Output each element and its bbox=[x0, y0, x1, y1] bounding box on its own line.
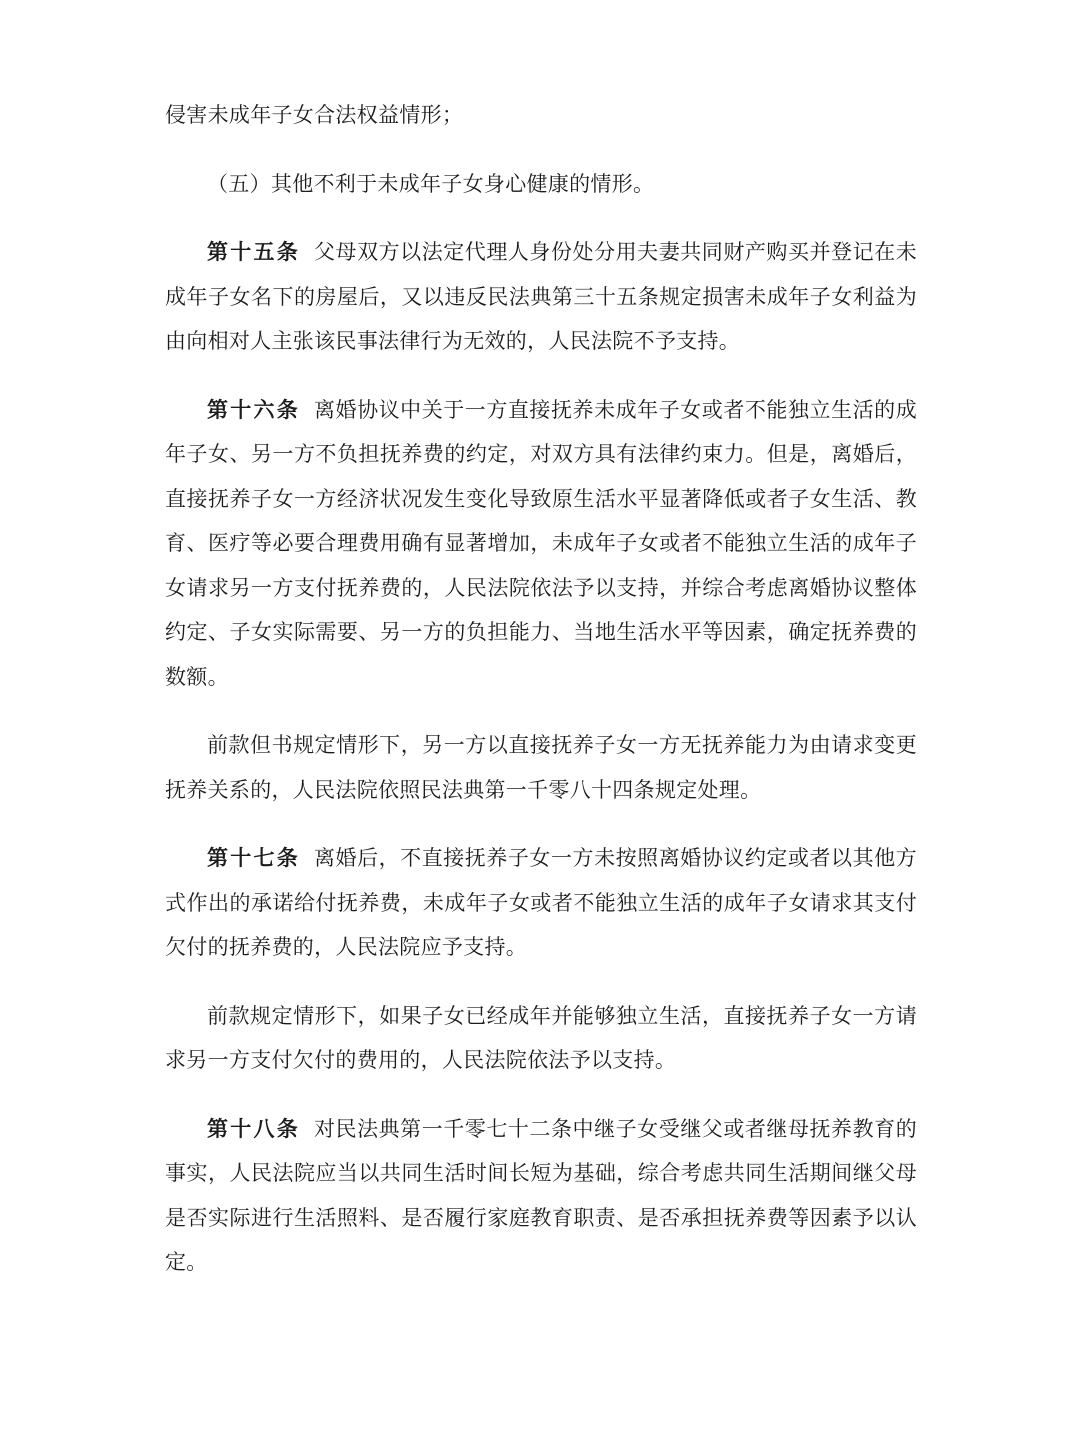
article-heading: 第十八条 bbox=[207, 1115, 300, 1141]
paragraph-item-five bbox=[165, 162, 917, 207]
paragraph-text: 前款规定情形下，如果子女已经成年并能够独立生活，直接抚养子女一方请求另一方支付欠付的费用的，人民法院依法予以支持。 bbox=[165, 1003, 917, 1072]
paragraph-text: （五）其他不利于未成年子女身心健康的情形。 bbox=[207, 171, 655, 196]
article-text: 对民法典第一千零七十二条中继子女受继父或者继母抚养教育的事实，人民法院应当以共同生活时间长短为基础，综合考虑共同生活期间继父母是否实际进行生活照料、是否履行家庭教育职责、是否承担抚养费等因素予以认定。 bbox=[165, 1116, 917, 1274]
article-text: 离婚协议中关于一方直接抚养未成年子女或者不能独立生活的成年子女、另一方不负担抚养费的约定，对双方具有法律约束力。但是，离婚后，直接抚养子女一方经济状况发生变化导致原生活水平显著降低或者子女生活、教育、医疗等必要合理费用确有显著增加，未成年子女或者不能独立生活的成年子女请求另一方支付抚养费的，人民法院依法予以支持，并综合考虑离婚协议整体约定、子女实际需要、另一方的负担能力、当地生活水平等因素，确定抚养费的数额。 bbox=[165, 397, 917, 689]
article-17 bbox=[165, 836, 917, 970]
article-18 bbox=[165, 1107, 917, 1285]
article-heading: 第十六条 bbox=[207, 396, 300, 422]
article-17-paragraph-2 bbox=[165, 994, 917, 1083]
article-heading: 第十七条 bbox=[207, 845, 300, 870]
article-text: 离婚后，不直接抚养子女一方未按照离婚协议约定或者以其他方式作出的承诺给付抚养费，未成年子女或者不能独立生活的成年子女请求其支付欠付的抚养费的，人民法院应予支持。 bbox=[165, 846, 917, 959]
paragraph-continuation bbox=[165, 93, 917, 138]
article-16 bbox=[165, 388, 917, 700]
article-15 bbox=[165, 230, 917, 364]
paragraph-text: 侵害未成年子女合法权益情形； bbox=[165, 103, 464, 127]
article-16-paragraph-2 bbox=[165, 723, 917, 812]
article-text: 父母双方以法定代理人身份处分用夫妻共同财产购买并登记在未成年子女名下的房屋后，又以违反民法典第三十五条规定损害未成年子女利益为由向相对人主张该民事法律行为无效的，人民法院不予支持。 bbox=[165, 240, 917, 353]
document-body bbox=[165, 93, 917, 1285]
article-heading: 第十五条 bbox=[207, 239, 300, 264]
paragraph-text: 前款但书规定情形下，另一方以直接抚养子女一方无抚养能力为由请求变更抚养关系的，人民法院依照民法典第一千零八十四条规定处理。 bbox=[165, 733, 917, 802]
